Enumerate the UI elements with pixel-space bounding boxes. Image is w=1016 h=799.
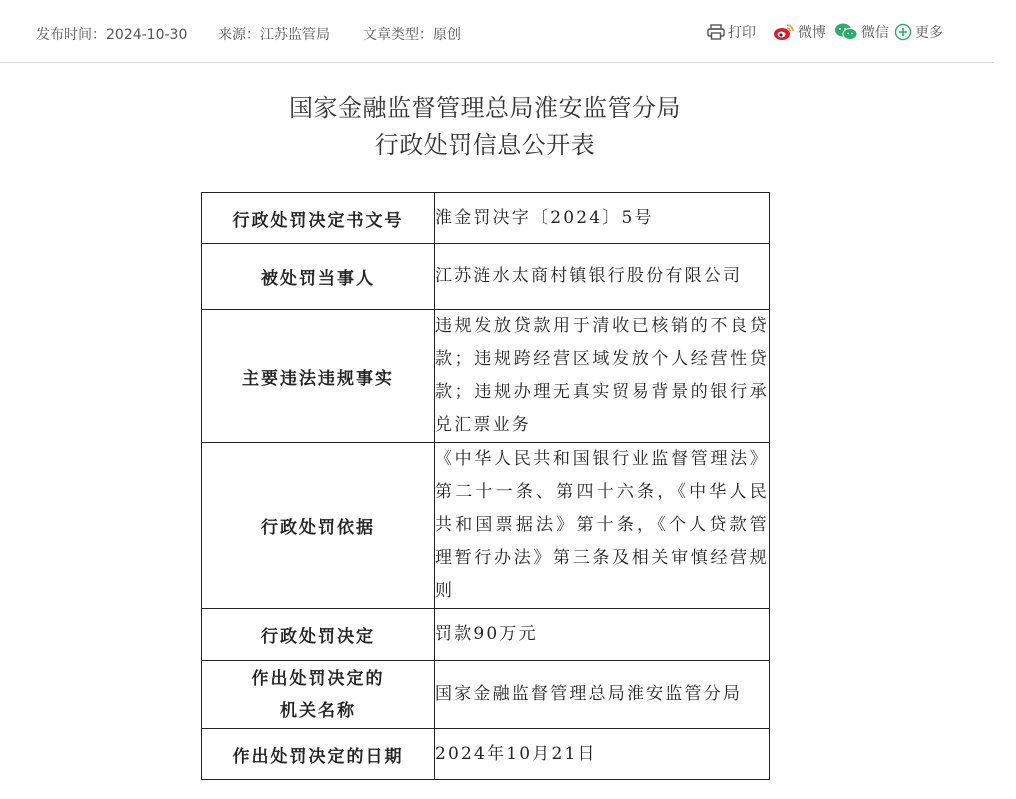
row-label-line2: 机关名称	[280, 700, 356, 721]
article-type-label: 文章类型：	[363, 27, 433, 43]
row-label: 作出处罚决定的日期	[202, 729, 435, 780]
penalty-info-table	[201, 192, 770, 780]
wechat-share-button[interactable]	[834, 22, 889, 42]
row-label	[202, 661, 435, 729]
article-meta-bar	[0, 0, 994, 63]
row-label: 被处罚当事人	[202, 244, 435, 310]
article-type-value: 原创	[433, 27, 461, 43]
printer-icon	[707, 24, 725, 40]
plus-circle-icon	[894, 23, 912, 41]
print-label: 打印	[728, 25, 756, 41]
row-value: 罚款90万元	[435, 609, 770, 661]
row-label: 主要违法违规事实	[202, 310, 435, 443]
source-value: 江苏监管局	[260, 27, 330, 43]
source	[218, 24, 330, 44]
row-value: 淮金罚决字〔2024〕5号	[435, 193, 770, 244]
more-share-button[interactable]	[894, 22, 943, 42]
weibo-icon	[773, 23, 795, 41]
publish-time-value: 2024-10-30	[106, 27, 188, 43]
more-label: 更多	[915, 25, 943, 41]
page-title-line2: 行政处罚信息公开表	[374, 131, 596, 159]
source-label: 来源：	[218, 27, 260, 43]
row-value: 国家金融监督管理总局淮安监管分局	[435, 661, 770, 729]
table-row	[202, 193, 770, 244]
weibo-share-button[interactable]	[773, 22, 826, 42]
page-title-line1: 国家金融监督管理总局淮安监管分局	[289, 94, 681, 122]
table-row	[202, 729, 770, 780]
table-row	[202, 443, 770, 609]
row-label: 行政处罚依据	[202, 443, 435, 609]
table-row	[202, 310, 770, 443]
publish-time-label: 发布时间：	[36, 27, 106, 43]
publish-time	[36, 24, 187, 44]
row-value: 违规发放贷款用于清收已核销的不良贷款；违规跨经营区域发放个人经营性贷款；违规办理无真实贸易背景的银行承兑汇票业务	[435, 310, 770, 443]
wechat-icon	[834, 23, 858, 41]
wechat-label: 微信	[861, 25, 889, 41]
table-row	[202, 244, 770, 310]
row-label: 行政处罚决定	[202, 609, 435, 661]
table-row	[202, 661, 770, 729]
row-value: 江苏涟水太商村镇银行股份有限公司	[435, 244, 770, 310]
print-button[interactable]	[707, 22, 756, 42]
table-row	[202, 609, 770, 661]
row-value: 2024年10月21日	[435, 729, 770, 780]
row-label-line1: 作出处罚决定的	[251, 668, 385, 689]
weibo-label: 微博	[798, 25, 826, 41]
row-value: 《中华人民共和国银行业监督管理法》第二十一条、第四十六条，《中华人民共和国票据法》第十条，《个人贷款管理暂行办法》第三条及相关审慎经营规则	[435, 443, 770, 609]
row-label: 行政处罚决定书文号	[202, 193, 435, 244]
article-type	[363, 24, 461, 44]
